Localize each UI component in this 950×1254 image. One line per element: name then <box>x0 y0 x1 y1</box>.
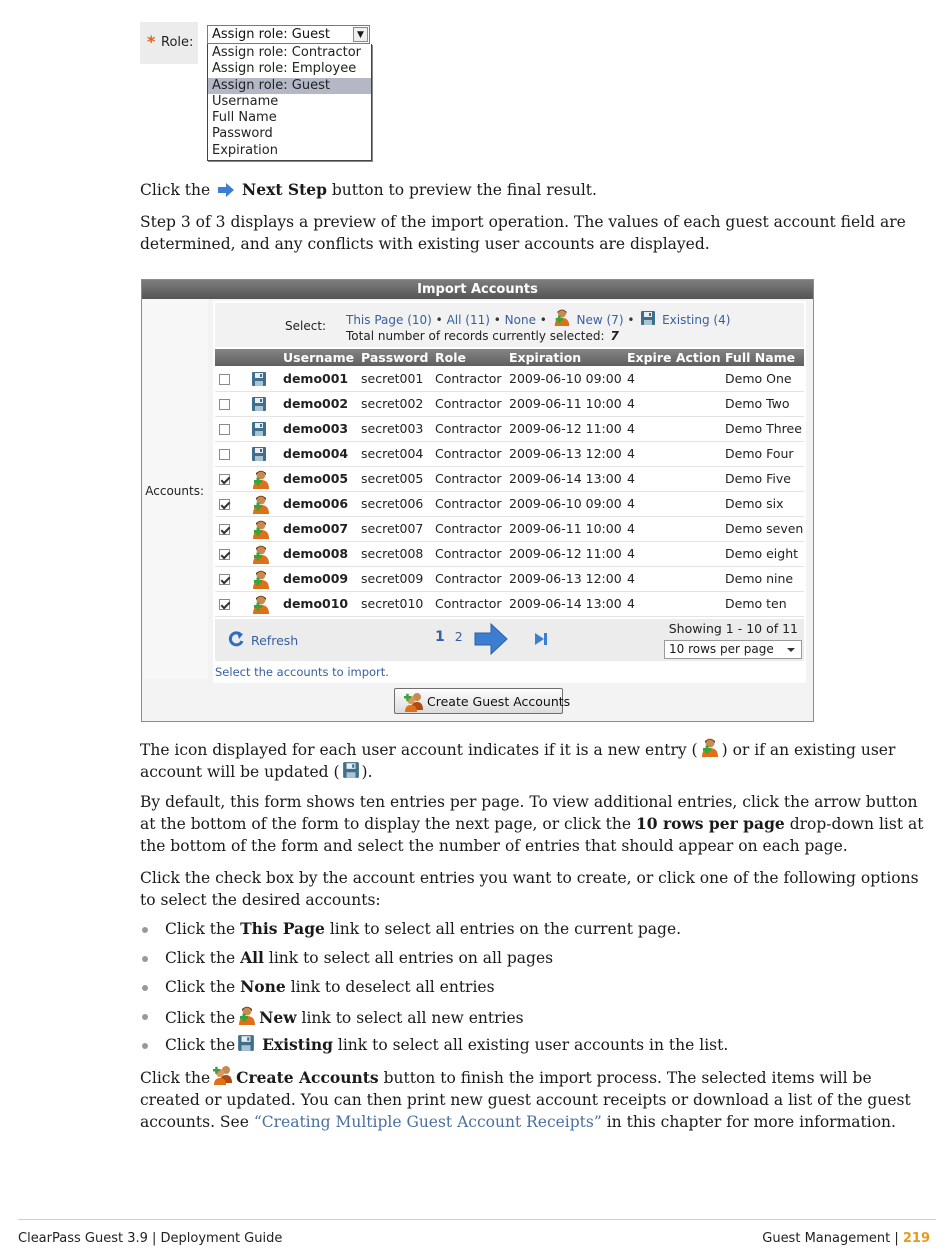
select-label: Select: <box>285 319 327 333</box>
new-user-icon <box>251 494 271 514</box>
full-name-cell: Demo Two <box>721 391 804 416</box>
expire-action-cell: 4 <box>623 516 721 541</box>
role-option[interactable]: Expiration <box>212 142 278 158</box>
role-option[interactable]: Assign role: Contractor <box>212 45 362 60</box>
table-row[interactable] <box>215 391 804 416</box>
footer-guide-title: ClearPass Guest 3.9 | Deployment Guide <box>18 1231 283 1246</box>
full-name-cell: Demo ten <box>721 591 804 616</box>
username-cell: demo007 <box>279 516 357 541</box>
all-link[interactable]: All (11) <box>446 313 490 327</box>
role-field-label <box>140 22 198 64</box>
next-page-arrow-icon[interactable] <box>474 623 508 655</box>
new-link[interactable]: New (7) <box>576 313 624 327</box>
expire-action-cell: 4 <box>623 366 721 391</box>
expiration-cell: 2009-06-14 13:00 <box>505 466 623 491</box>
paragraph-next-step: Click the Next Step button to preview the final result. <box>140 180 597 199</box>
table-row[interactable] <box>215 516 804 541</box>
save-icon <box>251 371 267 387</box>
expire-action-cell: 4 <box>623 491 721 516</box>
row-checkbox[interactable] <box>219 549 230 560</box>
row-checkbox[interactable] <box>219 449 230 460</box>
save-icon <box>342 761 360 779</box>
full-name-cell: Demo seven <box>721 516 804 541</box>
role-cell: Contractor <box>431 391 505 416</box>
expire-action-cell: 4 <box>623 441 721 466</box>
role-cell: Contractor <box>431 591 505 616</box>
new-user-icon <box>251 469 271 489</box>
expire-action-cell: 4 <box>623 391 721 416</box>
table-row[interactable] <box>215 491 804 516</box>
panel-title: Import Accounts <box>142 280 813 299</box>
role-cell: Contractor <box>431 491 505 516</box>
password-cell: secret008 <box>357 541 431 566</box>
username-cell: demo005 <box>279 466 357 491</box>
import-hint: Select the accounts to import. <box>215 665 389 679</box>
page-link-current[interactable]: 1 <box>435 629 445 645</box>
full-name-cell: Demo Five <box>721 466 804 491</box>
expire-action-cell: 4 <box>623 416 721 441</box>
password-cell: secret002 <box>357 391 431 416</box>
row-checkbox[interactable] <box>219 599 230 610</box>
expiration-cell: 2009-06-12 11:00 <box>505 416 623 441</box>
paragraph-rows-per-page: By default, this form shows ten entries per page. To view additional entries, click the arrow button at the bottom of the form to display the next page, or click the 10 rows per page drop-down list at the bottom of the form and select the number of entries that should appear on each page. <box>140 793 924 855</box>
password-cell: secret003 <box>357 416 431 441</box>
page-numbers <box>435 629 463 645</box>
full-name-cell: Demo nine <box>721 566 804 591</box>
required-marker: * <box>147 32 156 51</box>
full-name-cell: Demo Three <box>721 416 804 441</box>
page-link[interactable]: 2 <box>454 629 463 644</box>
existing-link[interactable]: Existing (4) <box>662 313 731 327</box>
table-row[interactable] <box>215 366 804 391</box>
column-header[interactable]: Expiration <box>505 349 623 366</box>
expire-action-cell: 4 <box>623 591 721 616</box>
username-cell: demo008 <box>279 541 357 566</box>
role-cell: Contractor <box>431 541 505 566</box>
password-cell: secret004 <box>357 441 431 466</box>
password-cell: secret006 <box>357 491 431 516</box>
role-option[interactable]: Full Name <box>212 110 277 126</box>
accounts-label: Accounts: <box>145 484 204 498</box>
new-user-icon <box>251 594 271 614</box>
table-row[interactable] <box>215 566 804 591</box>
expiration-cell: 2009-06-11 10:00 <box>505 516 623 541</box>
table-row[interactable] <box>215 466 804 491</box>
new-user-icon <box>251 569 271 589</box>
refresh-icon <box>227 631 245 647</box>
import-accounts-panel <box>141 279 814 722</box>
new-user-icon <box>251 519 271 539</box>
username-cell: demo001 <box>279 366 357 391</box>
full-name-cell: Demo six <box>721 491 804 516</box>
role-cell: Contractor <box>431 516 505 541</box>
save-icon <box>251 396 267 412</box>
role-label: Role: <box>161 35 194 50</box>
expire-action-cell: 4 <box>623 466 721 491</box>
column-header[interactable]: Password <box>357 349 431 366</box>
multi-user-add-icon <box>212 1065 234 1085</box>
expiration-cell: 2009-06-10 09:00 <box>505 366 623 391</box>
total-selected-value: 7 <box>610 329 619 343</box>
row-checkbox[interactable] <box>219 524 230 535</box>
username-cell: demo006 <box>279 491 357 516</box>
none-link[interactable]: None <box>504 313 536 327</box>
role-select[interactable] <box>207 25 370 44</box>
new-user-icon[interactable] <box>553 308 571 326</box>
role-cell: Contractor <box>431 566 505 591</box>
showing-range: Showing 1 - 10 of 11 <box>668 621 798 636</box>
table-header-row <box>215 349 804 366</box>
create-guest-accounts-button[interactable]: Create Guest Accounts <box>394 688 563 714</box>
role-selected-value: Assign role: Guest <box>212 27 330 42</box>
save-icon <box>251 446 267 462</box>
expiration-cell: 2009-06-14 13:00 <box>505 591 623 616</box>
expiration-cell: 2009-06-11 10:00 <box>505 391 623 416</box>
username-cell: demo002 <box>279 391 357 416</box>
table-row[interactable] <box>215 441 804 466</box>
column-header[interactable]: Expire Action <box>623 349 721 366</box>
role-option[interactable]: Username <box>212 93 279 109</box>
pager-bar <box>215 619 804 661</box>
footer-chapter: Guest Management | 219 <box>762 1231 930 1246</box>
new-user-icon <box>237 1005 257 1025</box>
accounts-label-cell <box>143 299 208 679</box>
column-header[interactable]: Full Name <box>721 349 804 366</box>
row-checkbox[interactable] <box>219 499 230 510</box>
username-cell: demo009 <box>279 566 357 591</box>
password-cell: secret010 <box>357 591 431 616</box>
expiration-cell: 2009-06-13 12:00 <box>505 441 623 466</box>
password-cell: secret009 <box>357 566 431 591</box>
full-name-cell: Demo One <box>721 366 804 391</box>
footer-divider <box>18 1219 936 1220</box>
paragraph-create-accounts: Click the Create Accounts button to finish the import process. The selected items will be created or updated. You can then print new guest account receipts or download a list of the guest accounts. See “Creating Multiple Guest Account Receipts” in this chapter for more information. <box>140 1065 935 1133</box>
rows-per-page-select[interactable]: 10 rows per page <box>664 640 802 659</box>
next-step-arrow-icon <box>217 183 235 197</box>
multi-user-add-icon <box>403 692 425 712</box>
save-icon <box>251 421 267 437</box>
column-header[interactable]: Username <box>279 349 357 366</box>
row-checkbox[interactable] <box>219 474 230 485</box>
row-checkbox[interactable] <box>219 424 230 435</box>
password-cell: secret005 <box>357 466 431 491</box>
paragraph-select-intro: Click the check box by the account entries you want to create, or click one of the following options to select the desired accounts: <box>140 869 919 909</box>
role-cell: Contractor <box>431 366 505 391</box>
select-options-list <box>140 918 940 1063</box>
expire-action-cell: 4 <box>623 541 721 566</box>
full-name-cell: Demo eight <box>721 541 804 566</box>
table-row[interactable] <box>215 416 804 441</box>
row-checkbox[interactable] <box>219 574 230 585</box>
full-name-cell: Demo Four <box>721 441 804 466</box>
role-options-list <box>207 44 372 161</box>
receipts-cross-reference-link[interactable]: “Creating Multiple Guest Account Receipts” <box>253 1113 602 1131</box>
new-user-icon <box>700 737 720 757</box>
expiration-cell: 2009-06-12 11:00 <box>505 541 623 566</box>
role-option[interactable]: Assign role: Guest <box>208 78 371 94</box>
expiration-cell: 2009-06-13 12:00 <box>505 566 623 591</box>
row-checkbox[interactable] <box>219 374 230 385</box>
username-cell: demo010 <box>279 591 357 616</box>
paragraph-icon-meaning: The icon displayed for each user account indicates if it is a new entry ( ) or if an existing user account will be updated ( ). <box>140 737 935 783</box>
list-item: Click the All link to select all entries on all pages <box>140 947 940 976</box>
username-cell: demo004 <box>279 441 357 466</box>
save-icon <box>237 1034 255 1052</box>
row-checkbox[interactable] <box>219 399 230 410</box>
chevron-down-icon[interactable]: ▼ <box>353 27 368 42</box>
list-item: Click the New link to select all new entries <box>140 1005 940 1034</box>
list-item: Click the This Page link to select all entries on the current page. <box>140 918 940 947</box>
save-icon[interactable] <box>640 310 656 326</box>
role-option[interactable]: Password <box>212 126 273 142</box>
password-cell: secret001 <box>357 366 431 391</box>
username-cell: demo003 <box>279 416 357 441</box>
new-user-icon <box>251 544 271 564</box>
role-cell: Contractor <box>431 416 505 441</box>
role-cell: Contractor <box>431 441 505 466</box>
last-page-icon[interactable] <box>533 631 549 647</box>
this-page-link[interactable]: This Page (10) <box>346 313 432 327</box>
column-header[interactable]: Role <box>431 349 505 366</box>
total-selected: Total number of records currently selected: 7 <box>346 329 619 343</box>
paragraph-step-3: Step 3 of 3 displays a preview of the import operation. The values of each guest account field are determined, and any conflicts with existing user accounts are displayed. <box>140 213 906 253</box>
expire-action-cell: 4 <box>623 566 721 591</box>
refresh-button[interactable]: Refresh <box>225 631 298 648</box>
select-bar: Select: This Page (10) • All (11) • None • New (7) • Existing (4) Total number of records currently selected: 7 <box>215 303 804 347</box>
list-item: Click the Existing link to select all existing user accounts in the list. <box>140 1034 940 1063</box>
password-cell: secret007 <box>357 516 431 541</box>
expiration-cell: 2009-06-10 09:00 <box>505 491 623 516</box>
table-row[interactable] <box>215 541 804 566</box>
table-row[interactable] <box>215 591 804 616</box>
accounts-grid-container <box>213 301 806 683</box>
role-cell: Contractor <box>431 466 505 491</box>
accounts-table <box>215 349 804 617</box>
page-number: 219 <box>902 1231 930 1246</box>
role-option[interactable]: Assign role: Employee <box>212 61 357 77</box>
list-item: Click the None link to deselect all entries <box>140 976 940 1005</box>
